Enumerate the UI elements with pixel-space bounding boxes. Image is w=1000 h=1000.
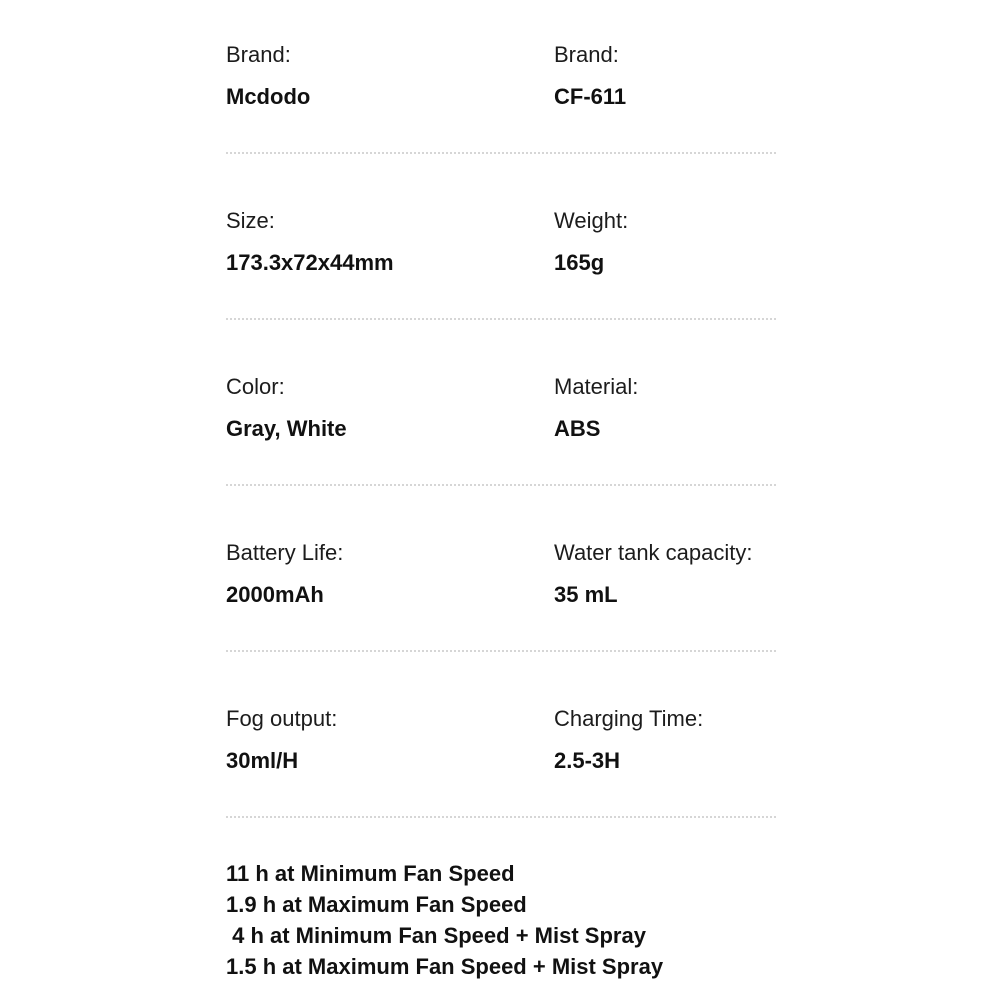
spec-label: Brand:	[226, 42, 291, 67]
spec-row-brand	[226, 12, 776, 154]
dotted-divider	[226, 650, 776, 652]
spec-value: Gray, White	[226, 416, 347, 441]
spec-row-color-material	[226, 344, 776, 486]
spec-label: Size:	[226, 208, 275, 233]
usage-note-line: 11 h at Minimum Fan Speed	[226, 861, 515, 886]
spec-value: 2.5-3H	[554, 748, 621, 773]
spec-label: Color:	[226, 374, 285, 399]
spec-label: Material:	[554, 374, 639, 399]
dotted-divider	[226, 816, 776, 818]
spec-value: 165g	[554, 250, 605, 275]
spec-label: Weight:	[554, 208, 629, 233]
usage-note-line: 4 h at Minimum Fan Speed + Mist Spray	[226, 923, 646, 948]
spec-value: Mcdodo	[226, 84, 311, 109]
spec-label: Battery Life:	[226, 540, 344, 565]
spec-value: ABS	[554, 416, 601, 441]
usage-notes	[226, 858, 926, 982]
spec-row-battery-tank	[226, 510, 776, 652]
spec-row-fog-charging	[226, 676, 776, 818]
spec-label: Charging Time:	[554, 706, 704, 731]
usage-note-line: 1.9 h at Maximum Fan Speed	[226, 892, 527, 917]
spec-label: Water tank capacity:	[554, 540, 753, 565]
spec-value: 173.3x72x44mm	[226, 250, 394, 275]
dotted-divider	[226, 318, 776, 320]
dotted-divider	[226, 152, 776, 154]
usage-note-line: 1.5 h at Maximum Fan Speed + Mist Spray	[226, 954, 664, 979]
spec-row-size-weight	[226, 178, 776, 320]
spec-label: Fog output:	[226, 706, 338, 731]
dotted-divider	[226, 484, 776, 486]
spec-value: 2000mAh	[226, 582, 324, 607]
spec-value: 35 mL	[554, 582, 618, 607]
spec-label: Brand:	[554, 42, 619, 67]
spec-value: 30ml/H	[226, 748, 299, 773]
spec-value: CF-611	[554, 84, 627, 109]
